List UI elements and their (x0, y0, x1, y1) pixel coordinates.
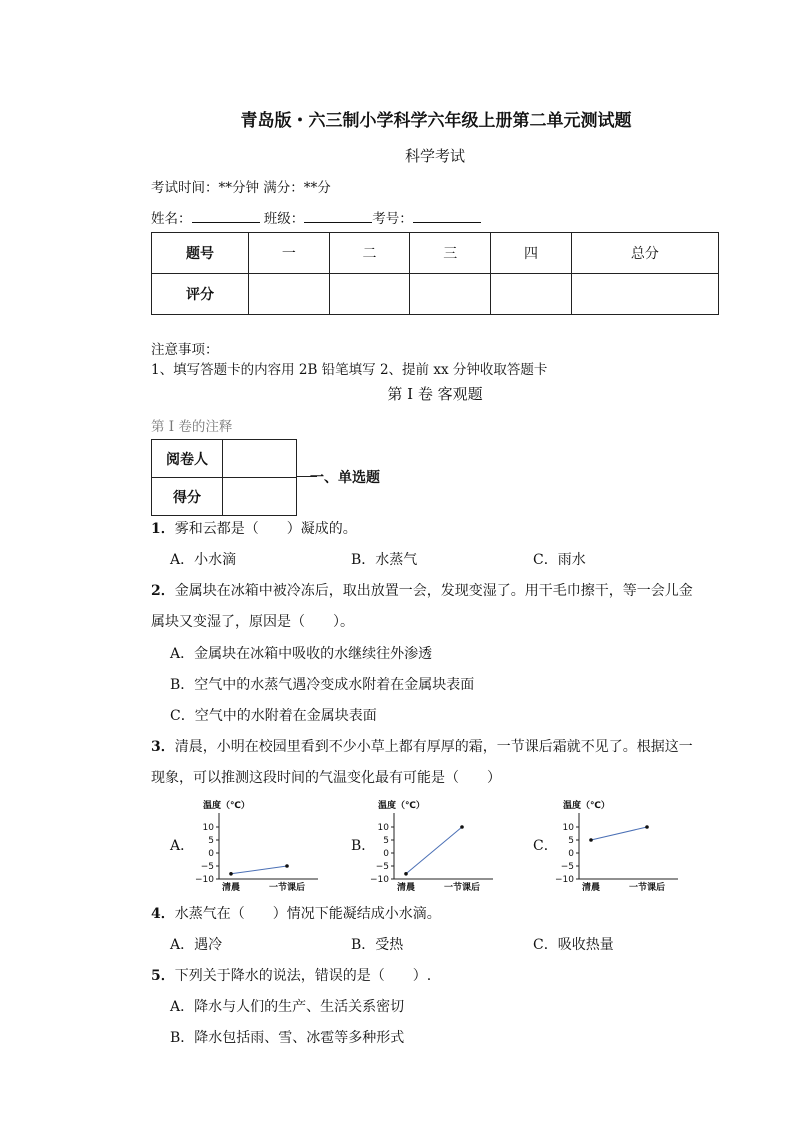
data-point (229, 872, 233, 876)
question-number: 3． (151, 739, 175, 755)
score-table-header-row (152, 233, 719, 274)
question-5 (151, 965, 431, 985)
question-number: 1． (151, 521, 175, 537)
q1-option-b[interactable]: B．水蒸气 (351, 552, 418, 568)
page-title: 青岛版・六三制小学科学六年级上册第二单元测试题 (240, 111, 632, 131)
q3-option-b[interactable]: B． (351, 838, 376, 854)
question-1 (151, 518, 357, 538)
data-point (404, 872, 408, 876)
question-2-line2: 属块又变湿了，原因是（ ）。 (151, 614, 354, 630)
exam-info (151, 176, 331, 196)
chart-b (368, 795, 498, 895)
class-label: 班级： (263, 211, 305, 227)
y-tick-label: −10 (555, 875, 574, 885)
notes-text: 1、填写答题卡的内容用 2B 铅笔填写 2、提前 xx 分钟收取答题卡 (151, 362, 548, 378)
number-blank[interactable] (413, 208, 481, 223)
y-tick-label: 10 (202, 823, 214, 833)
question-number: 2． (151, 583, 175, 599)
score-header-cell: 题号 (152, 233, 249, 274)
y-tick-label: 0 (568, 849, 574, 859)
question-text: 金属块在冰箱中被冷冻后，取出放置一会，发现变湿了。用干毛巾擦干，等一会儿金 (174, 583, 693, 599)
exam-full-score: 满分：**分 (263, 180, 331, 196)
score-cell[interactable] (491, 274, 572, 315)
q3-option-c[interactable]: C． (533, 838, 558, 854)
part1-title: 第 I 卷 客观题 (387, 385, 483, 403)
page-subtitle: 科学考试 (404, 147, 465, 165)
x-tick-label: 清晨 (396, 883, 416, 893)
y-tick-label: 5 (383, 836, 389, 846)
x-tick-label: 一节课后 (628, 883, 666, 893)
series-line (231, 866, 287, 874)
q4-option-b[interactable]: B．受热 (351, 937, 404, 953)
grader-score-cell[interactable] (223, 478, 297, 516)
chart-title: 温度（℃） (563, 801, 610, 811)
score-table-row (152, 274, 719, 315)
data-point (645, 825, 649, 829)
grader-score-label: 得分 (152, 478, 223, 516)
notes-heading: 注意事项： (151, 342, 219, 358)
score-table (151, 232, 719, 315)
part1-note: 第 I 卷的注释 (151, 419, 233, 435)
y-tick-label: −10 (195, 875, 214, 885)
section-title: 一、单选题 (310, 470, 380, 486)
q5-option-b[interactable]: B．降水包括雨、雪、冰雹等多种形式 (170, 1030, 405, 1046)
x-tick-label: 一节课后 (268, 883, 306, 893)
q3-option-a[interactable]: A． (170, 838, 195, 854)
y-tick-label: 0 (383, 849, 389, 859)
grader-row (152, 440, 297, 478)
y-tick-label: −5 (200, 862, 214, 872)
q1-option-a[interactable]: A．小水滴 (170, 552, 237, 568)
class-blank[interactable] (304, 208, 372, 223)
score-cell[interactable] (249, 274, 330, 315)
data-point (460, 825, 464, 829)
score-header-cell: 三 (410, 233, 491, 274)
chart-c (553, 795, 683, 895)
chart-title: 温度（℃） (378, 801, 425, 811)
data-point (285, 864, 289, 868)
y-tick-label: 10 (562, 823, 574, 833)
question-2 (151, 580, 693, 600)
x-tick-label: 清晨 (581, 883, 601, 893)
score-cell[interactable] (410, 274, 491, 315)
grader-table (151, 439, 297, 516)
grader-row (152, 478, 297, 516)
series-line (591, 827, 647, 840)
q1-option-c[interactable]: C．雨水 (533, 552, 586, 568)
q2-option-a[interactable]: A．金属块在冰箱中吸收的水继续往外渗透 (170, 646, 433, 662)
question-text: 水蒸气在（ ）情况下能凝结成小水滴。 (174, 906, 441, 922)
x-tick-label: 一节课后 (443, 883, 481, 893)
y-tick-label: −10 (370, 875, 389, 885)
y-tick-label: 0 (208, 849, 214, 859)
question-text: 雾和云都是（ ）凝成的。 (174, 521, 357, 537)
chart-a (193, 795, 323, 895)
name-label: 姓名： (151, 211, 192, 227)
question-3-line2: 现象，可以推测这段时间的气温变化最有可能是（ ） (151, 770, 501, 786)
x-tick-label: 清晨 (221, 883, 241, 893)
score-cell[interactable] (571, 274, 718, 315)
series-line (406, 827, 462, 874)
q4-option-a[interactable]: A．遇冷 (170, 937, 223, 953)
question-number: 4． (151, 906, 175, 922)
question-text: 下列关于降水的说法，错误的是（ ）. (174, 968, 432, 984)
grader-reader-cell[interactable] (223, 440, 297, 478)
q2-option-c[interactable]: C．空气中的水附着在金属块表面 (170, 708, 377, 724)
student-info (151, 207, 481, 227)
y-tick-label: −5 (560, 862, 574, 872)
q2-option-b[interactable]: B．空气中的水蒸气遇冷变成水附着在金属块表面 (170, 677, 475, 693)
question-3 (151, 736, 693, 756)
score-header-cell: 二 (329, 233, 410, 274)
y-tick-label: 5 (208, 836, 214, 846)
q4-option-c[interactable]: C．吸收热量 (533, 937, 614, 953)
data-point (589, 838, 593, 842)
score-header-cell: 一 (249, 233, 330, 274)
question-4 (151, 903, 441, 923)
number-label: 考号： (372, 211, 413, 227)
chart-title: 温度（℃） (203, 801, 250, 811)
question-text: 清晨，小明在校园里看到不少小草上都有厚厚的霜，一节课后霜就不见了。根据这一 (174, 739, 693, 755)
y-tick-label: 5 (568, 836, 574, 846)
name-blank[interactable] (192, 208, 260, 223)
score-header-cell: 四 (491, 233, 572, 274)
y-tick-label: 10 (377, 823, 389, 833)
score-cell[interactable] (329, 274, 410, 315)
score-header-cell: 总分 (571, 233, 718, 274)
exam-time: 考试时间：**分钟 (151, 180, 259, 196)
y-tick-label: −5 (375, 862, 389, 872)
score-row-label: 评分 (152, 274, 249, 315)
q5-option-a[interactable]: A．降水与人们的生产、生活关系密切 (170, 999, 405, 1015)
grader-reader-label: 阅卷人 (152, 440, 223, 478)
question-number: 5． (151, 968, 175, 984)
